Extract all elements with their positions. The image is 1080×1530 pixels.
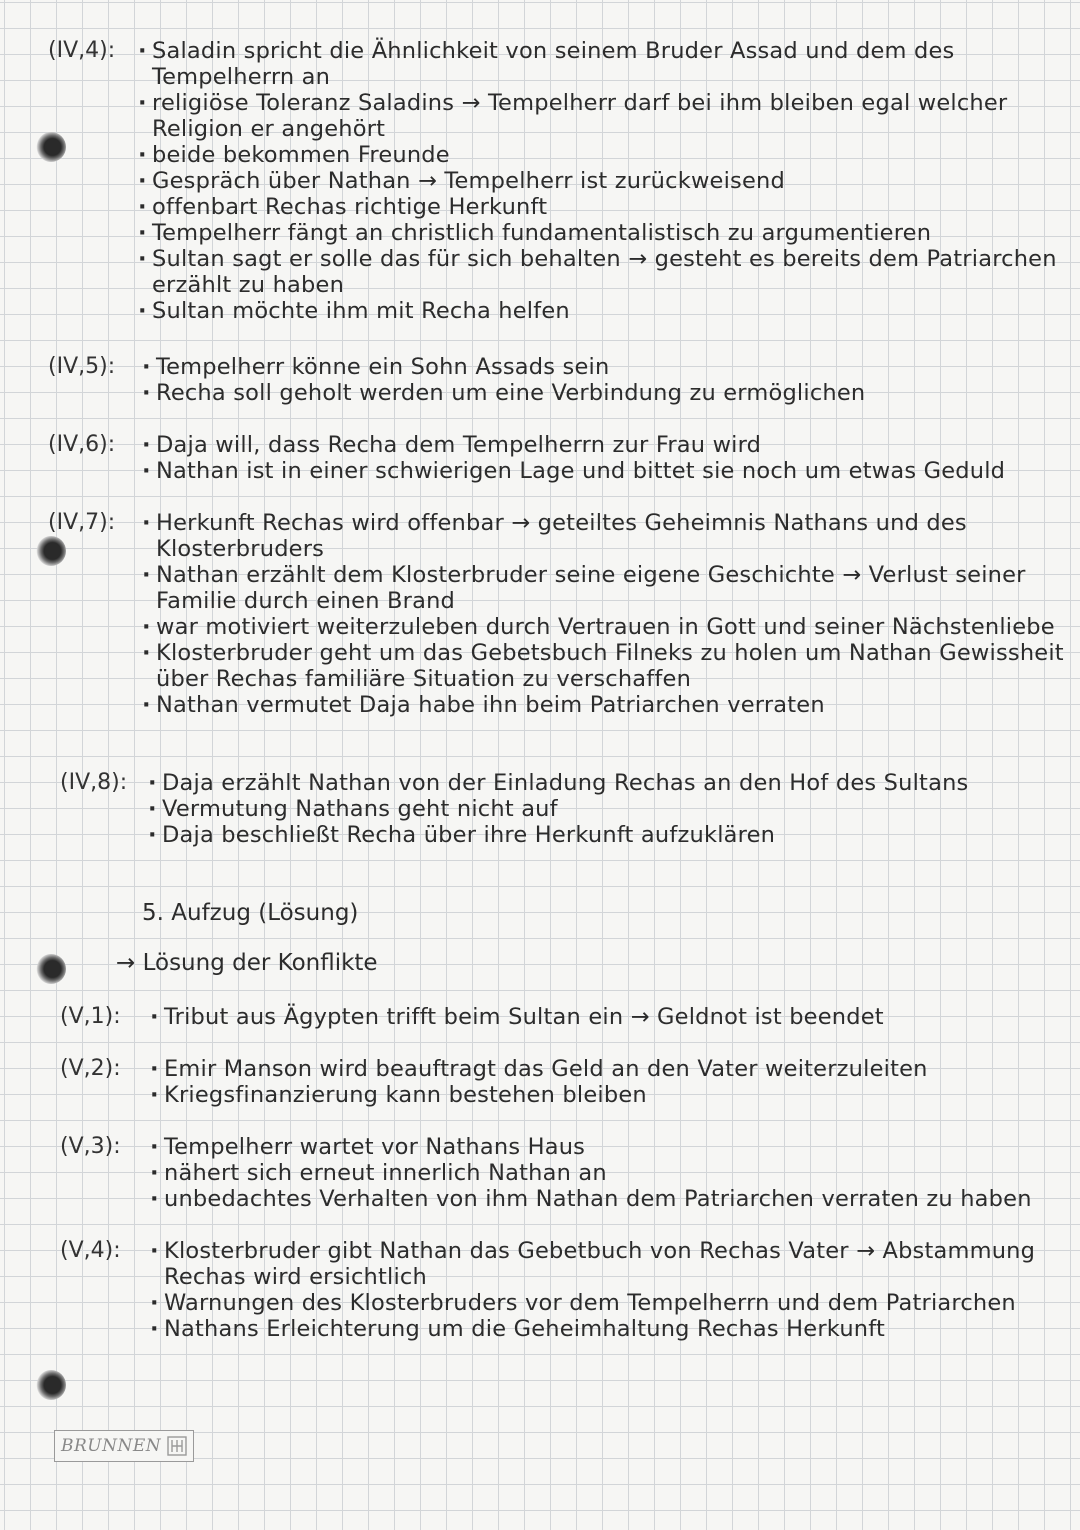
note-item: · Sultan möchte ihm mit Recha helfen (138, 298, 1068, 324)
scene-notes (142, 510, 1068, 718)
scene-notes (150, 1004, 1068, 1030)
scene-label: (V,1): (60, 1004, 121, 1029)
note-item: · Sultan sagt er solle das für sich behalten → gesteht es bereits dem Patriarchen erzählt zu haben (138, 246, 1068, 298)
brand-logo (54, 1430, 194, 1462)
scene-label: (V,3): (60, 1134, 121, 1159)
note-item: · Nathan ist in einer schwierigen Lage und bittet sie noch um etwas Geduld (142, 458, 1068, 484)
brand-name: BRUNNEN (61, 1436, 162, 1456)
note-item: · unbedachtes Verhalten von ihm Nathan dem Patriarchen verraten zu haben (150, 1186, 1076, 1212)
punch-hole (36, 132, 66, 162)
scene-label: (IV,6): (48, 432, 116, 457)
note-item: · religiöse Toleranz Saladins → Tempelherr darf bei ihm bleiben egal welcher Religion er angehört (138, 90, 1068, 142)
scene-notes (142, 432, 1068, 484)
note-item: · nähert sich erneut innerlich Nathan an (150, 1160, 1076, 1186)
scene-label: (IV,8): (60, 770, 128, 795)
note-item: · Kriegsfinanzierung kann bestehen bleiben (150, 1082, 1068, 1108)
scene-notes (138, 38, 1068, 324)
scene-label: (IV,5): (48, 354, 116, 379)
scene-notes (148, 770, 1068, 848)
note-item: · Emir Manson wird beauftragt das Geld an den Vater weiterzuleiten (150, 1056, 1068, 1082)
scene-notes (150, 1238, 1068, 1342)
note-item: · Daja will, dass Recha dem Tempelherrn zur Frau wird (142, 432, 1068, 458)
scene-label: (IV,7): (48, 510, 116, 535)
note-item: · offenbart Rechas richtige Herkunft (138, 194, 1068, 220)
act-subheading: → Lösung der Konflikte (116, 950, 378, 976)
note-item: · Tempelherr könne ein Sohn Assads sein (142, 354, 1068, 380)
note-item: · Nathan vermutet Daja habe ihn beim Patriarchen verraten (142, 692, 1068, 718)
scene-label: (V,2): (60, 1056, 121, 1081)
note-item: · Saladin spricht die Ähnlichkeit von seinem Bruder Assad und dem des Tempelherrn an (138, 38, 1068, 90)
note-item: · Daja erzählt Nathan von der Einladung Rechas an den Hof des Sultans (148, 770, 1068, 796)
scene-notes (142, 354, 1068, 406)
note-item: · Klosterbruder gibt Nathan das Gebetbuch von Rechas Vater → Abstammung Rechas wird ersichtlich (150, 1238, 1068, 1290)
note-item: · Tempelherr fängt an christlich fundamentalistisch zu argumentieren (138, 220, 1068, 246)
scene-notes (150, 1056, 1068, 1108)
note-item: · Tribut aus Ägypten trifft beim Sultan ein → Geldnot ist beendet (150, 1004, 1068, 1030)
scene-label: (IV,4): (48, 38, 116, 63)
act-heading: 5. Aufzug (Lösung) (142, 900, 359, 926)
scene-label: (V,4): (60, 1238, 121, 1263)
punch-hole (36, 536, 66, 566)
note-item: · Herkunft Rechas wird offenbar → geteiltes Geheimnis Nathans und des Klosterbruders (142, 510, 1068, 562)
note-item: · beide bekommen Freunde (138, 142, 1068, 168)
note-item: · Warnungen des Klosterbruders vor dem Tempelherrn und dem Patriarchen (150, 1290, 1068, 1316)
note-item: · Klosterbruder geht um das Gebetsbuch Filneks zu holen um Nathan Gewissheit über Rechas familiäre Situation zu verschaffen (142, 640, 1068, 692)
note-item: · Vermutung Nathans geht nicht auf (148, 796, 1068, 822)
note-item: · Daja beschließt Recha über ihre Herkunft aufzuklären (148, 822, 1068, 848)
note-item: · Nathans Erleichterung um die Geheimhaltung Rechas Herkunft (150, 1316, 1068, 1342)
punch-hole (36, 1370, 66, 1400)
note-item: · Tempelherr wartet vor Nathans Haus (150, 1134, 1076, 1160)
note-item: · war motiviert weiterzuleben durch Vertrauen in Gott und seiner Nächstenliebe (142, 614, 1068, 640)
brand-mark-icon (167, 1436, 187, 1456)
scene-notes (150, 1134, 1076, 1212)
note-item: · Nathan erzählt dem Klosterbruder seine eigene Geschichte → Verlust seiner Familie durch einen Brand (142, 562, 1068, 614)
punch-hole (36, 954, 66, 984)
note-item: · Recha soll geholt werden um eine Verbindung zu ermöglichen (142, 380, 1068, 406)
note-item: · Gespräch über Nathan → Tempelherr ist zurückweisend (138, 168, 1068, 194)
